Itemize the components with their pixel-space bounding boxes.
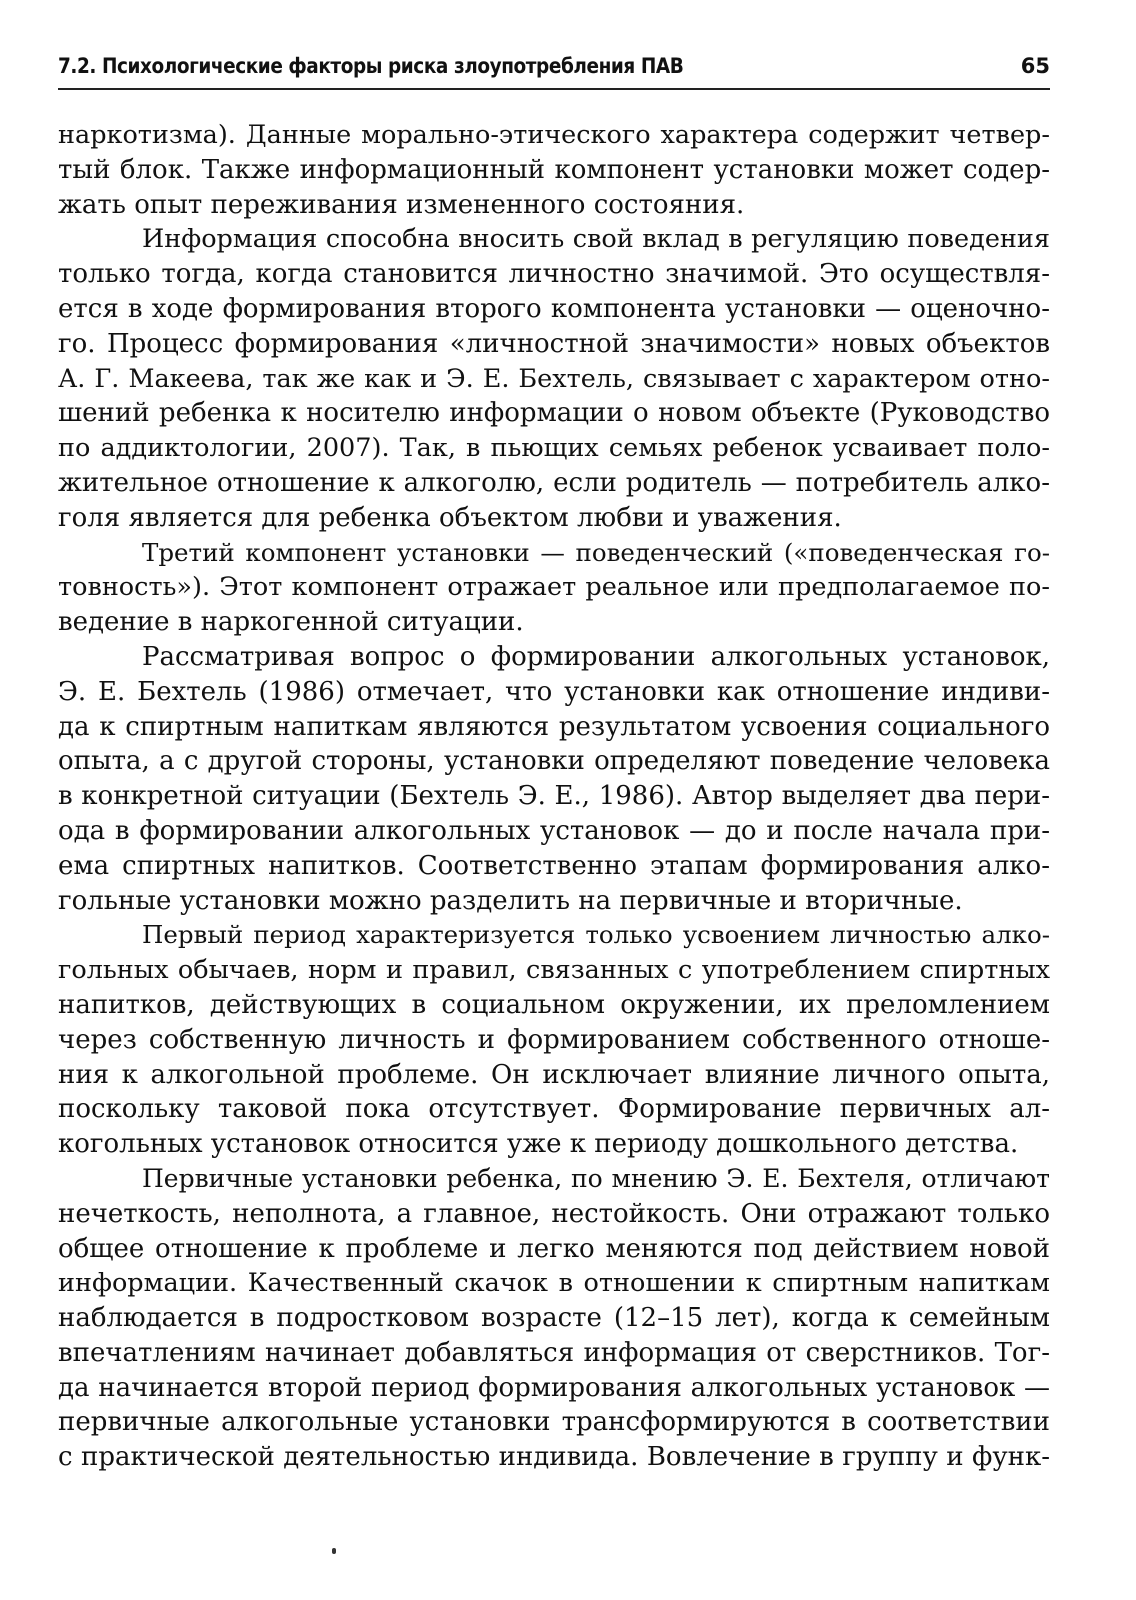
text-line: го. Процесс формирования «личностной значимости» новых объектов	[58, 328, 1050, 359]
running-header-title: 7.2. Психологические факторы риска злоупотребления ПАВ	[58, 54, 684, 78]
text-line: Третий компонент установки — поведенческий («поведенческая го-	[142, 537, 1050, 567]
text-line: гольных обычаев, норм и правил, связанных с употреблением спиртных	[58, 955, 1050, 986]
running-header	[58, 48, 1050, 90]
page-speck	[332, 1548, 336, 1554]
text-line: информации. Качественный скачок в отношении к спиртным напиткам	[58, 1268, 1050, 1299]
text-line: наблюдается в подростковом возрасте (12–15 лет), когда к семейным	[58, 1303, 1050, 1334]
text-line: жать опыт переживания измененного состояния.	[58, 189, 745, 220]
text-line: общее отношение к проблеме и легко меняются под действием новой	[58, 1233, 1050, 1264]
text-line: поскольку таковой пока отсутствует. Формирование первичных ал-	[58, 1094, 1050, 1125]
text-line: жительное отношение к алкоголю, если родитель — потребитель алко-	[58, 467, 1050, 498]
text-line: гольные установки можно разделить на первичные и вторичные.	[58, 885, 963, 916]
text-line: наркотизма). Данные морально-этического характера содержит четвер-	[58, 120, 1050, 150]
text-line: только тогда, когда становится личностно значимой. Это осуществля-	[58, 259, 1050, 290]
text-line: с практической деятельностью индивида. Вовлечение в группу и функ-	[58, 1442, 1050, 1473]
text-line: Первичные установки ребенка, по мнению Э. Е. Бехтеля, отличают	[142, 1163, 1050, 1193]
text-line: тый блок. Также информационный компонент установки может содер-	[58, 154, 1050, 185]
text-line: Информация способна вносить свой вклад в регуляцию поведения	[142, 224, 1050, 255]
body-text	[58, 118, 1050, 1475]
text-line: да начинается второй период формирования алкогольных установок —	[58, 1372, 1050, 1403]
text-line: Рассматривая вопрос о формировании алкогольных установок,	[142, 641, 1050, 672]
text-line: нечеткость, неполнота, а главное, нестойкость. Они отражают только	[58, 1198, 1050, 1229]
text-line: да к спиртным напиткам являются результатом усвоения социального	[58, 711, 1050, 742]
text-line: в конкретной ситуации (Бехтель Э. Е., 1986). Автор выделяет два пери-	[58, 781, 1050, 812]
text-line: по аддиктологии, 2007). Так, в пьющих семьях ребенок усваивает поло-	[58, 433, 1050, 464]
text-line: А. Г. Макеева, так же как и Э. Е. Бехтель, связывает с характером отно-	[58, 363, 1050, 394]
text-line: Первый период характеризуется только усвоением личностью алко-	[142, 920, 1050, 950]
text-line: когольных установок относится уже к периоду дошкольного детства.	[58, 1129, 1019, 1160]
text-line: напитков, действующих в социальном окружении, их преломлением	[58, 989, 1050, 1020]
text-line: ведение в наркогенной ситуации.	[58, 607, 524, 638]
text-line: шений ребенка к носителю информации о новом объекте (Руководство	[58, 398, 1050, 429]
text-line: голя является для ребенка объектом любви и уважения.	[58, 502, 842, 533]
text-line: ема спиртных напитков. Соответственно этапам формирования алко-	[58, 850, 1050, 881]
text-line: ния к алкогольной проблеме. Он исключает влияние личного опыта,	[58, 1059, 1050, 1090]
text-line: Э. Е. Бехтель (1986) отмечает, что установки как отношение индиви-	[58, 676, 1050, 707]
text-line: товность»). Этот компонент отражает реальное или предполагаемое по-	[58, 572, 1050, 603]
text-line: впечатлениям начинает добавляться информация от сверстников. Тог-	[58, 1337, 1050, 1368]
text-line: опыта, а с другой стороны, установки определяют поведение человека	[58, 746, 1050, 777]
text-line: ется в ходе формирования второго компонента установки — оценочно-	[58, 293, 1050, 324]
page-number: 65	[1020, 54, 1050, 78]
text-line: ода в формировании алкогольных установок — до и после начала при-	[58, 815, 1050, 846]
text-line: первичные алкогольные установки трансформируются в соответствии	[58, 1407, 1050, 1438]
text-line: через собственную личность и формированием собственного отноше-	[58, 1024, 1050, 1055]
